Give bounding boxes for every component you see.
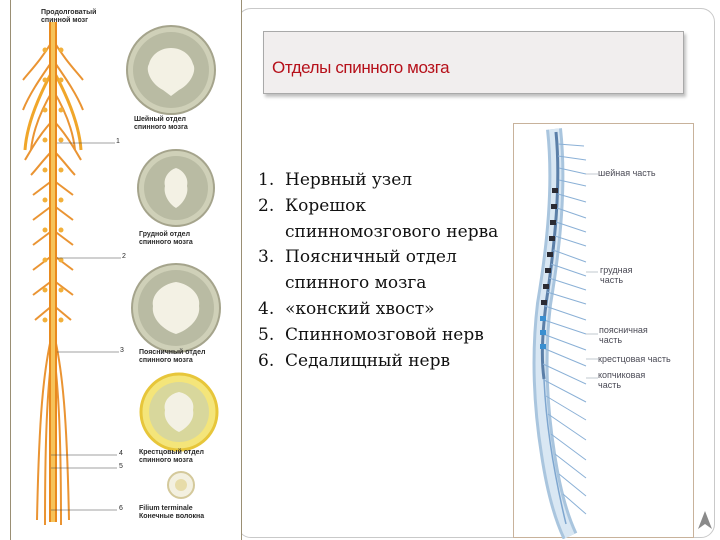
spine-segments-illustration <box>513 123 694 538</box>
list-number: 2. <box>258 195 275 216</box>
list-text: Седалищный нерв <box>285 350 451 371</box>
coccygeal-part-label: копчиковая часть <box>598 370 646 390</box>
sacral-section <box>141 374 217 450</box>
list-item <box>258 297 508 323</box>
number-label-2: 2 <box>122 253 126 260</box>
thoracic-section <box>138 150 214 226</box>
list-number: 5. <box>258 324 275 345</box>
lumbar-section <box>132 264 220 352</box>
list-number: 3. <box>258 247 275 268</box>
title-box <box>263 31 684 94</box>
list-item <box>258 245 508 297</box>
cervical-label: Шейный отдел спинного мозга <box>134 116 188 131</box>
filum-label: Filium terminale Конечные волокна <box>139 505 205 520</box>
spinal-cord-drawing <box>11 0 243 540</box>
number-label-6: 6 <box>119 505 123 512</box>
list-text: «конский хвост» <box>285 298 435 319</box>
sacral-part-label: крестцовая часть <box>598 354 671 364</box>
number-label-1: 1 <box>116 138 120 145</box>
list-number: 1. <box>258 170 275 190</box>
filum-terminale-section <box>168 472 194 498</box>
list-number: 6. <box>258 350 275 371</box>
spinal-cord-illustration <box>10 0 242 540</box>
list-item <box>258 323 508 349</box>
legend-list <box>258 168 508 374</box>
thoracic-label: Грудной отдел спинного мозга <box>139 231 193 246</box>
lumbar-label: Поясничный отдел спинного мозга <box>139 349 206 364</box>
thoracic-part-label: грудная часть <box>600 265 633 285</box>
list-text: Спинномозговой нерв <box>285 324 484 345</box>
list-item <box>258 194 508 246</box>
lumbar-part-label: поясничная часть <box>599 325 648 345</box>
cervical-part-label: шейная часть <box>598 168 656 178</box>
slide-title: Отделы спинного мозга <box>272 58 450 77</box>
list-item <box>258 349 508 375</box>
medulla-label: Продолговатый спинной мозг <box>41 9 97 24</box>
list-number: 4. <box>258 298 275 319</box>
list-text: Корешок спинномозгового нерва <box>285 195 499 242</box>
number-label-4: 4 <box>119 450 123 457</box>
list-item <box>258 168 508 194</box>
list-text: Нервный узел <box>285 170 413 190</box>
slide-corner-icon <box>697 510 713 530</box>
sacral-label: Крестцовый отдел спинного мозга <box>139 449 204 464</box>
number-label-3: 3 <box>120 347 124 354</box>
cervical-section <box>127 26 215 114</box>
number-label-5: 5 <box>119 463 123 470</box>
list-text: Поясничный отдел спинного мозга <box>285 247 457 294</box>
